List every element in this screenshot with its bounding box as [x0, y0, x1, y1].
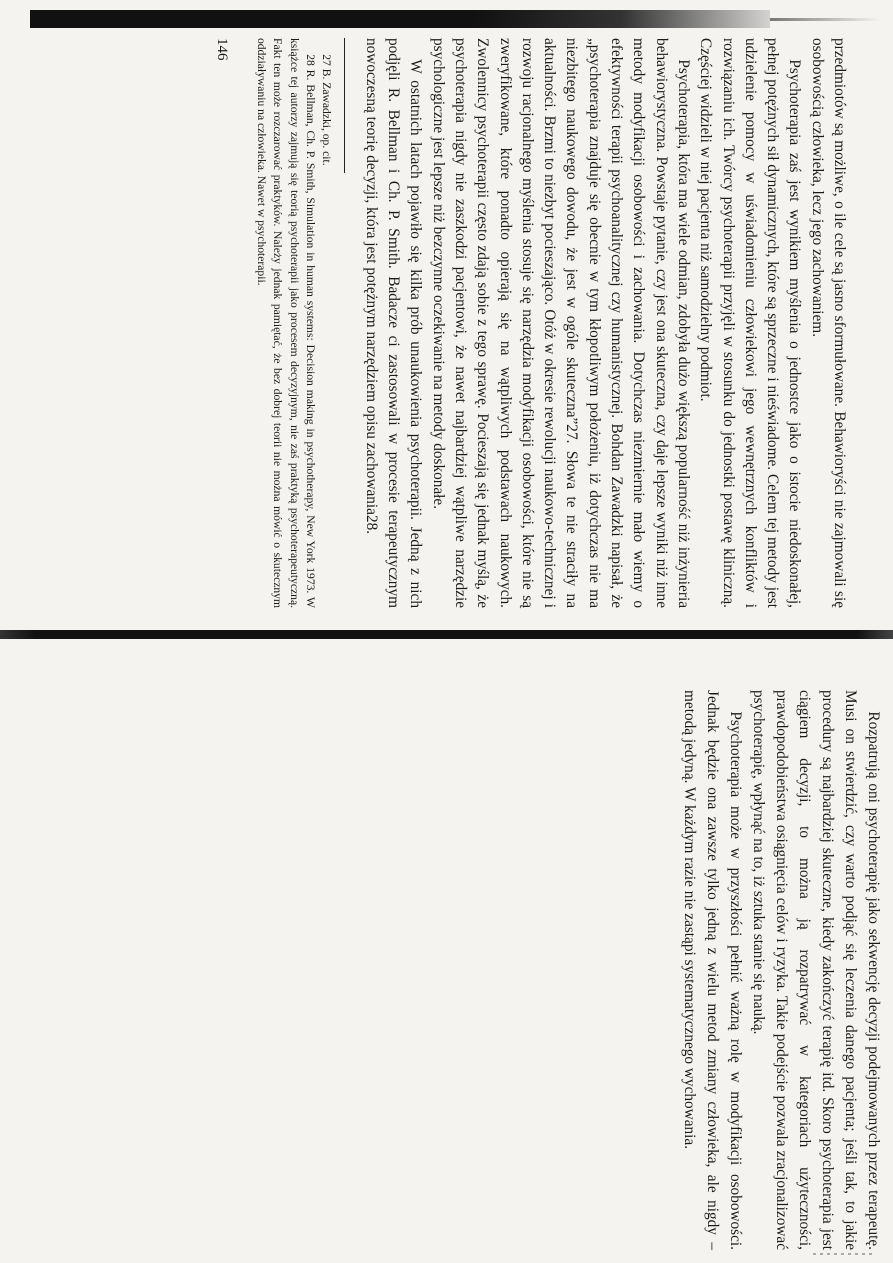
paragraph: Psychoterapia może w przyszłości pełnić ważną rolę w modyfikacji osobowości. Jednak będzie ona zawsze tylko jedną z wielu metod zmiany człowieka, ale nigdy – metodą jedyną. W każdym razie nie zastąpi systematycznego wychowania.	[681, 690, 744, 1250]
right-page-column	[678, 690, 885, 1250]
footnote-rule	[344, 38, 346, 173]
left-page-column	[211, 38, 850, 608]
book-gutter-shadow	[0, 630, 893, 639]
paragraph: W ostatnich latach pojawiło się kilka prób unaukowienia psychoterapii. Jedną z nich podjęli R. Bellman i Ch. P. Smith. Badacze ci zastosowali w procesie terapeutycznym nowoczesną teorię decyzji, która jest potężnym narzędziem opisu zachowania28.	[362, 38, 425, 608]
paragraph: Psychoterapia zaś jest wynikiem myślenia o jednostce jako o istocie niedoskonałej, pełnej potężnych sił dynamicznych, które są sprzeczne i nieświadome. Celem tej metody jest udzielenie pomocy w uświadomieniu człowiekowi jego wewnętrznych konfliktów i rozwiązaniu ich. Twórcy psychoterapii przyjęli w stosunku do jednostki postawę kliniczną. Częściej widzieli w niej pacjenta niż samodzielny podmiot.	[697, 38, 804, 608]
paragraph: Psychoterapia, która ma wiele odmian, zdobyła dużo większą popularność niż inżynieria behawiorystyczna. Powstaje pytanie, czy jest ona skuteczna, czy daje lepsze wyniki niż inne metody modyfikacji osobowości i zachowania. Dotychczas niezmiernie mało wiemy o efektywności terapii psychoanalitycznej czy humanistycznej. Bohdan Zawadzki napisał, że „psychoterapia znajduje się obecnie w tym kłopotliwym położeniu, iż dotychczas nie ma niezbitego naukowego dowodu, że jest w ogóle skuteczna”27. Słowa te nie straciły na aktualności. Brzmi to niezbyt pocieszająco. Otóż w okresie rewolucji naukowo-technicznej i rozwoju racjonalnego myślenia stosuje się narzędzia modyfikacji osobowości, które nie są zweryfikowane, które ponadto opierają się na wątpliwych podstawach naukowych. Zwolennicy psychoterapii często zdają sobie z tego sprawę. Pocieszają się jednak myślą, że psychoterapia nigdy nie zaszkodzi pacjentowi, że nawet najbardziej wątpliwe narzędzie psychologiczne jest lepsze niż bezczynne oczekiwanie na metody doskonałe.	[429, 38, 692, 608]
page-number: 146	[213, 38, 230, 61]
scan-edge-shadow-top	[30, 10, 770, 28]
scan-noise	[813, 1253, 873, 1255]
paragraph: przedmiotów są możliwe, o ile cele są jasno sformułowane. Behawioryści nie zajmowali się osobowością człowieka, lecz jego zachowaniem.	[808, 38, 848, 608]
paragraph: Rozpatrują oni psychoterapię jako sekwencję decyzji podejmowanych przez terapeutę. Musi on stwierdzić, czy warto podjąć się leczenia danego pacjenta; jeśli tak, to jakie procedury są najbardziej skuteczne, kiedy zakończyć terapię itd. Skoro psychoterapia jest ciągiem decyzji, to można ją rozpatrywać w kategoriach użyteczności, prawdopodobieństwa osiągnięcia celów i ryzyka. Takie podejście pozwala zracjonalizować psychoterapię, wpłynąć na to, iż sztuka stanie się nauką.	[750, 690, 882, 1250]
footnote: 28 R. Bellman, Ch. P. Smith, Simulation in human systems: Decision making in psychotherapy, New York 1973. W książce tej autorzy zajmują się teorią psychoterapii jako procesem decyzyjnym, nie zaś praktyką psychoterapeutyczną. Fakt ten może rozczarować praktyków. Należy jednak pamiętać, że bez dobrej teorii nie można mówić o skutecznym oddziaływaniu na człowieka. Nawet w psychoterapii.	[255, 38, 317, 608]
footnote: 27 B. Zawadzki, op. cit.	[319, 54, 333, 166]
